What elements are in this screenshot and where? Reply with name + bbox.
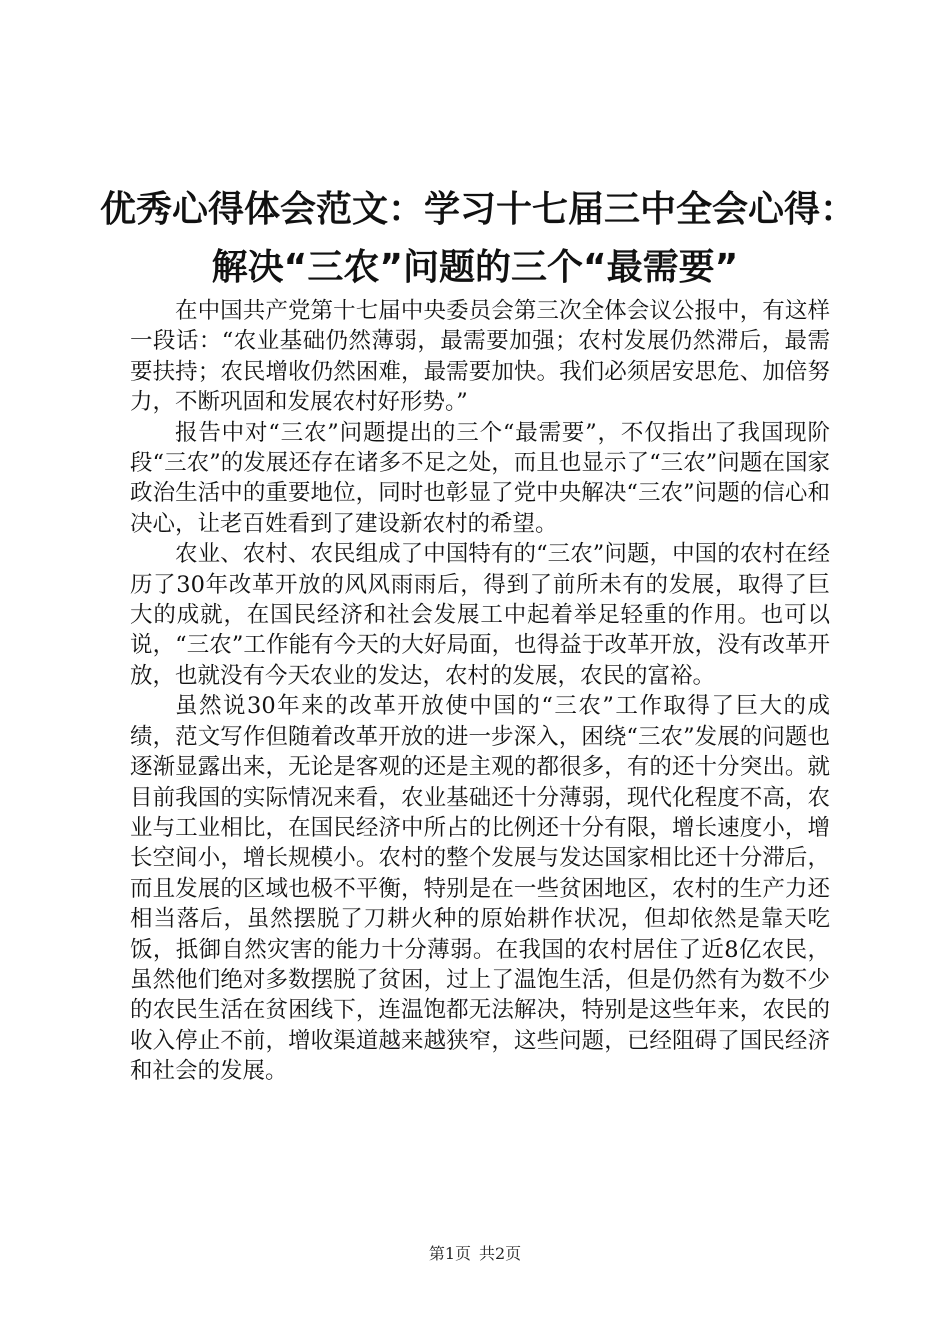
page-number-total: 共2页 [479,1244,522,1263]
paragraph-2: 报告中对“三农”问题提出的三个“最需要”，不仅指出了我国现阶段“三农”的发展还存在诸多不足之处，而且也显示了“三农”问题在国家政治生活中的重要地位，同时也彰显了党中央解决“三农”问题的信心和决心，让老百姓看到了建设新农村的希望。 [130,419,830,537]
paragraph-3: 农业、农村、农民组成了中国特有的“三农”问题，中国的农村在经历了30年改革开放的风风雨雨后，得到了前所未有的发展，取得了巨大的成就，在国民经济和社会发展工中起着举足轻重的作用。也可以说，“三农”工作能有今天的大好局面，也得益于改革开放，没有改革开放，也就没有今天农业的发达，农村的发展，农民的富裕。 [130,541,830,689]
page-footer [0,1244,950,1264]
page-number-current: 第1页 [428,1244,471,1263]
document-title-line-2: 解决“三农”问题的三个“最需要” [211,247,739,288]
document-body [130,296,830,1087]
document-title-line-1: 优秀心得体会范文：学习十七届三中全会心得： [100,189,857,230]
paragraph-1: 在中国共产党第十七届中央委员会第三次全体会议公报中，有这样一段话：“农业基础仍然薄弱，最需要加强；农村发展仍然滞后，最需要扶持；农民增收仍然困难，最需要加快。我们必须居安思危、加倍努力，不断巩固和发展农村好形势。” [130,298,830,416]
paragraph-4: 虽然说30年来的改革开放使中国的“三农”工作取得了巨大的成绩，范文写作但随着改革开放的进一步深入，困绕“三农”发展的问题也逐渐显露出来，无论是客观的还是主观的都很多，有的还十分突出。就目前我国的实际情况来看，农业基础还十分薄弱，现代化程度不高，农业与工业相比，在国民经济中所占的比例还十分有限，增长速度小，增长空间小，增长规模小。农村的整个发展与发达国家相比还十分滞后，而且发展的区域也极不平衡，特别是在一些贫困地区，农村的生产力还相当落后，虽然摆脱了刀耕火种的原始耕作状况，但却依然是靠天吃饭，抵御自然灾害的能力十分薄弱。在我国的农村居住了近8亿农民，虽然他们绝对多数摆脱了贫困，过上了温饱生活，但是仍然有为数不少的农民生活在贫困线下，连温饱都无法解决，特别是这些年来，农民的收入停止不前，增收渠道越来越狭窄，这些问题，已经阻碍了国民经济和社会的发展。 [130,693,830,1085]
